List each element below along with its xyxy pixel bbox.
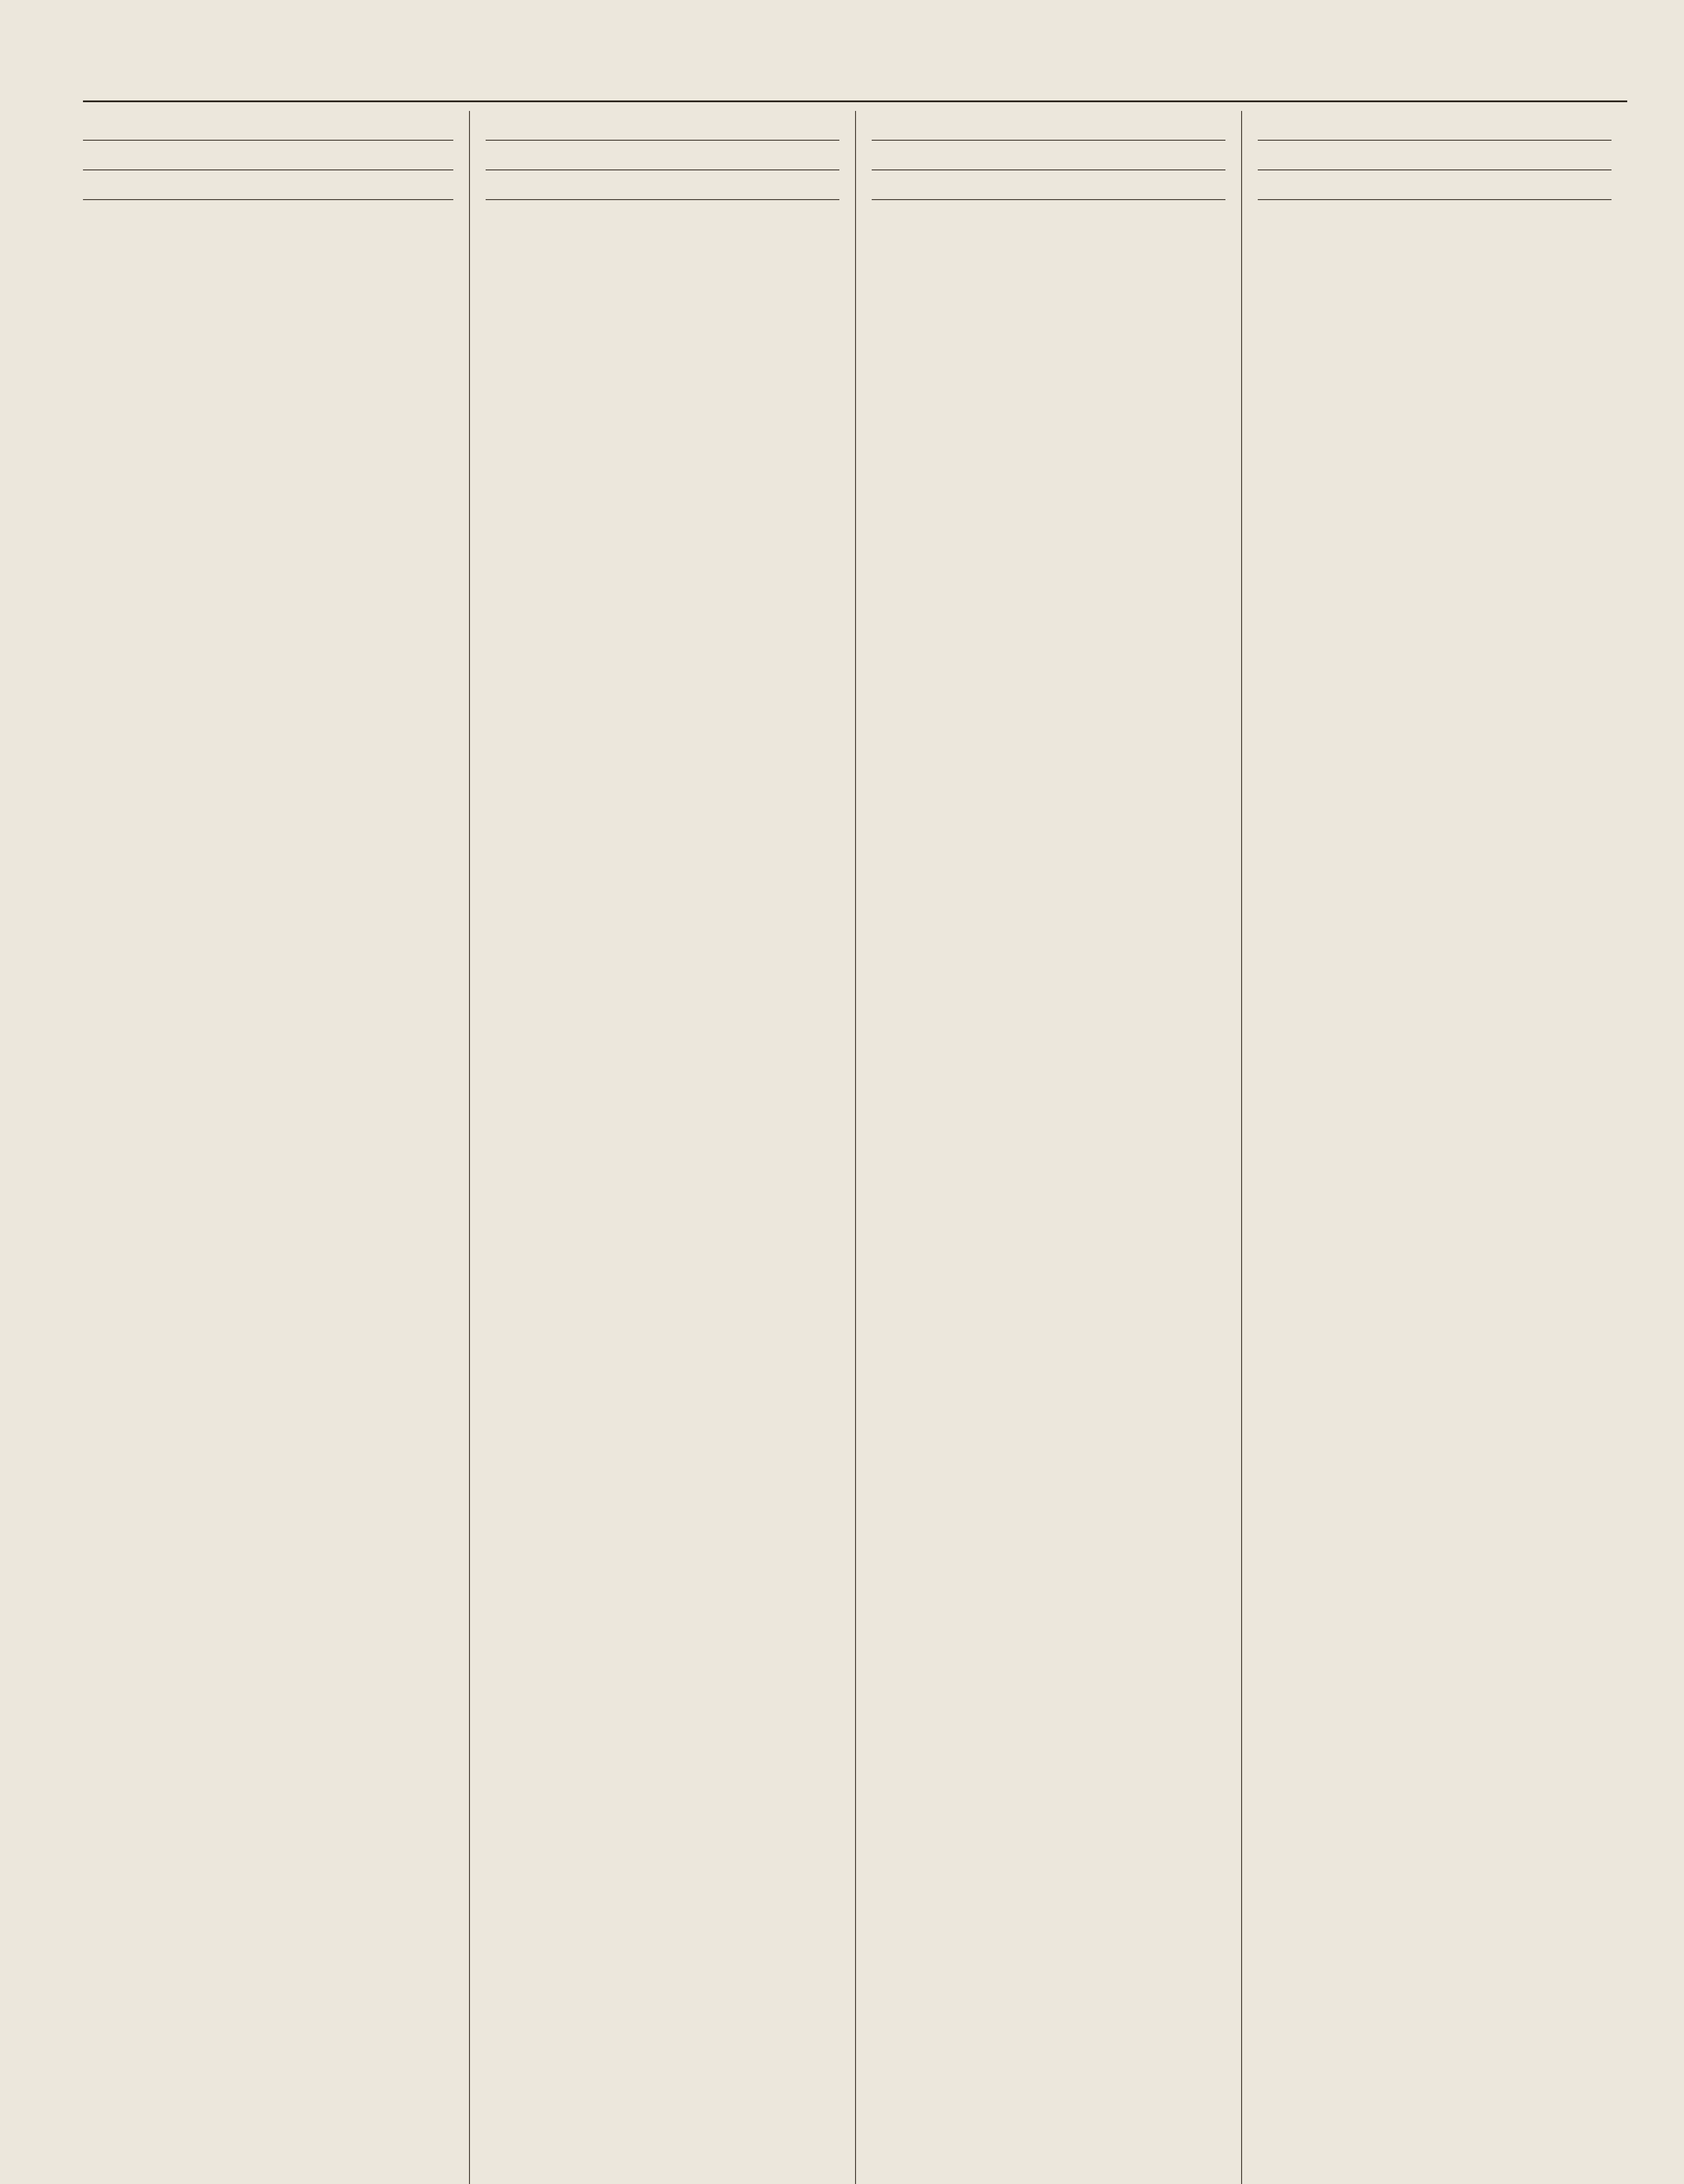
masthead bbox=[83, 66, 1627, 102]
article bbox=[83, 141, 453, 170]
article bbox=[1258, 170, 1612, 200]
article bbox=[486, 111, 839, 141]
article bbox=[1258, 141, 1612, 170]
article bbox=[83, 170, 453, 200]
article bbox=[486, 141, 839, 170]
column-3 bbox=[855, 111, 1241, 2184]
article bbox=[1258, 111, 1612, 141]
article bbox=[872, 141, 1225, 170]
article bbox=[872, 170, 1225, 200]
column-2 bbox=[469, 111, 855, 2184]
article bbox=[872, 111, 1225, 141]
column-4 bbox=[1241, 111, 1627, 2184]
text-columns bbox=[83, 111, 1627, 2184]
column-1 bbox=[83, 111, 469, 2184]
article bbox=[486, 170, 839, 200]
article bbox=[83, 111, 453, 141]
